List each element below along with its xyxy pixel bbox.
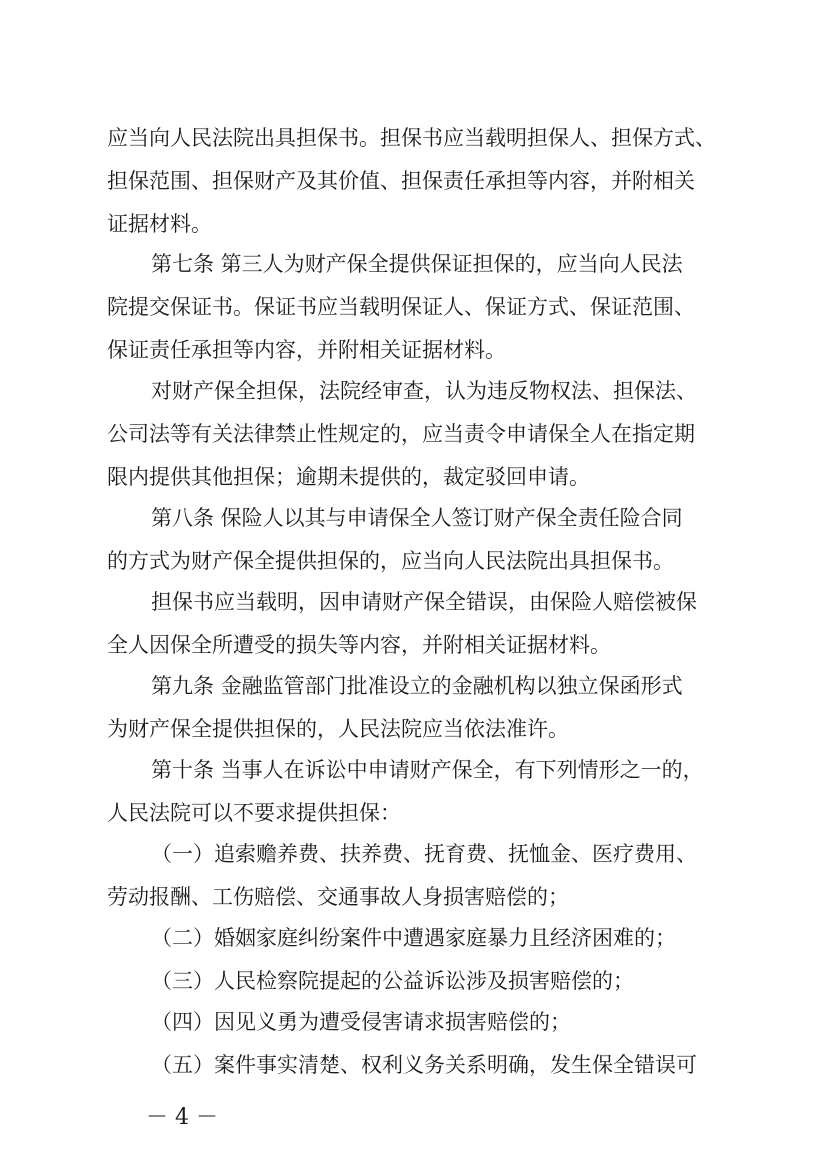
text-line: 公司法等有关法律禁止性规定的，应当责令申请保全人在指定期 <box>107 422 695 446</box>
text-line: 第九条 金融监管部门批准设立的金融机构以独立保函形式 <box>151 674 683 698</box>
text-line: （二）婚姻家庭纠纷案件中遭遇家庭暴力且经济困难的； <box>151 926 676 950</box>
text-line: 第十条 当事人在诉讼中申请财产保全，有下列情形之一的， <box>151 758 704 782</box>
text-line: 保证责任承担等内容，并附相关证据材料。 <box>107 338 506 362</box>
text-line: 劳动报酬、工伤赔偿、交通事故人身损害赔偿的； <box>107 885 569 909</box>
text-line: 第八条 保险人以其与申请保全人签订财产保全责任险合同 <box>151 506 683 530</box>
text-line: 对财产保全担保，法院经审查，认为违反物权法、担保法、 <box>151 379 697 403</box>
text-line: 全人因保全所遭受的损失等内容，并附相关证据材料。 <box>107 633 611 657</box>
page-number: － 4 － <box>146 1105 218 1130</box>
text-line: （三）人民检察院提起的公益诉讼涉及损害赔偿的； <box>151 969 634 993</box>
text-line: （五）案件事实清楚、权利义务关系明确，发生保全错误可 <box>151 1053 697 1077</box>
text-line: 限内提供其他担保；逾期未提供的，裁定驳回申请。 <box>107 465 590 489</box>
text-line: 担保范围、担保财产及其价值、担保责任承担等内容，并附相关 <box>107 169 695 193</box>
text-line: 第七条 第三人为财产保全提供保证担保的，应当向人民法 <box>151 252 683 276</box>
text-line: 人民法院可以不要求提供担保： <box>107 801 401 825</box>
text-line: 应当向人民法院出具担保书。担保书应当载明担保人、担保方式、 <box>107 126 716 150</box>
text-line: 担保书应当载明，因申请财产保全错误，由保险人赔偿被保 <box>151 590 697 614</box>
text-line: （一）追索赡养费、扶养费、抚育费、抚恤金、医疗费用、 <box>151 842 697 866</box>
text-line: （四）因见义勇为遭受侵害请求损害赔偿的； <box>151 1010 571 1034</box>
text-line: 证据材料。 <box>107 212 212 236</box>
text-line: 的方式为财产保全提供担保的，应当向人民法院出具担保书。 <box>107 549 674 573</box>
text-line: 为财产保全提供担保的，人民法院应当依法准许。 <box>107 717 569 741</box>
text-line: 院提交保证书。保证书应当载明保证人、保证方式、保证范围、 <box>107 295 695 319</box>
